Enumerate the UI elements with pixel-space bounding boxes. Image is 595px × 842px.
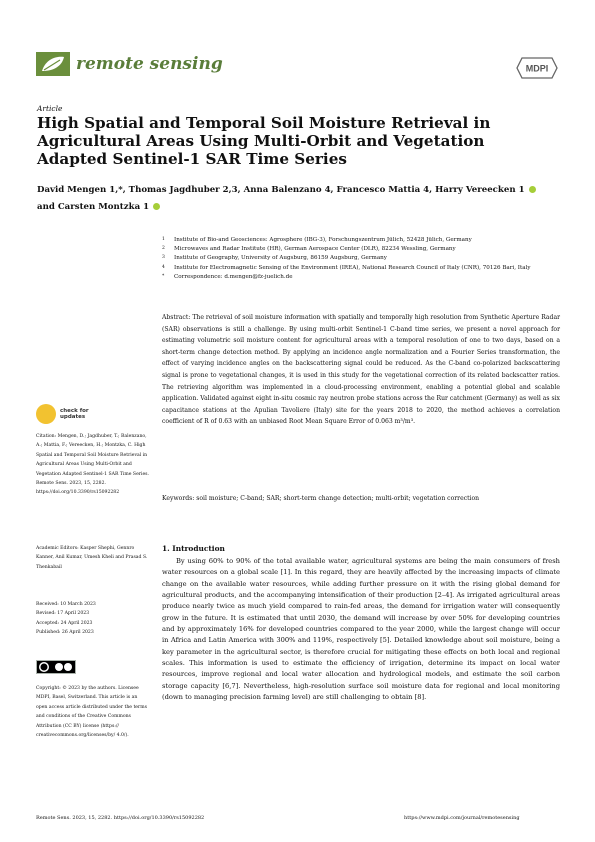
footer-citation[interactable]: Remote Sens. 2023, 15, 2282. https://doi.org/10.3390/rs15092282 bbox=[36, 815, 205, 821]
footer-journal-url[interactable]: https://www.mdpi.com/journal/remotesensing bbox=[404, 815, 520, 821]
affiliation-item: 4 Institute for Electromagnetic Sensing of the Environment (IREA), National Research Council of Italy (CNR), 70126 Bari, Italy bbox=[162, 264, 531, 271]
leaf-logo-icon bbox=[36, 52, 70, 76]
academic-editors: Academic Editors: Kasper Shephi, Gennro Kanner, Anil Kumar, Umesh Kheli and Prasad S. Thenkabail bbox=[36, 546, 148, 570]
orcid-icon[interactable] bbox=[529, 186, 536, 193]
affiliation-item: 3 Institute of Geography, University of Augsburg, 86159 Augsburg, Germany bbox=[162, 255, 387, 262]
check-updates-label: check for updates bbox=[60, 408, 89, 420]
publisher-name: MDPI bbox=[525, 63, 549, 74]
journal-logo bbox=[36, 52, 236, 78]
date-published: Published: 26 April 2023 bbox=[36, 630, 94, 636]
affiliation-item: 1 Institute of Bio-and Geosciences: Agrosphere (IBG-3), Forschungszentrum Jülich, 52428 Jülich, Germany bbox=[162, 237, 472, 243]
author-line-1: David Mengen 1,*, Thomas Jagdhuber 2,3, Anna Balenzano 4, Francesco Mattia 4, Harry Vereecken 1 bbox=[37, 182, 557, 199]
affiliation-item: 2 Microwaves and Radar Institute (HR), German Aerospace Center (DLR), 82234 Wessling, Germany bbox=[162, 246, 456, 253]
date-accepted: Accepted: 24 April 2023 bbox=[36, 620, 93, 626]
citation: Citation: Mengen, D.; Jagdhuber, T.; Balenzano, A.; Mattia, F.; Vereecken, H.; Montzka, C. High Spatial and Temporal Soil Moisture Retrieval in Agricultural Areas Using Multi-Orbit and Vegetation Adapted Sentinel-1 SAR Time Series. Remote Sens. 2023, 15, 2282. https://doi.org/10.3390/rs15092282 bbox=[36, 434, 149, 496]
abstract: Abstract: The retrieval of soil moisture information with spatially and temporally high resolution from Synthetic Aperture Radar (SAR) observations is still a challenge. By using multi-orbit Sentinel-1 C-band time series, we present a novel approach for estimating volumetric soil moisture content for agricultural areas with a temporal resolution of one to two days, based on a short-term change detection method. By applying an incidence angle normalization and a Fourier Series transformation, the effect of varying incidence angles on the backscattering signal could be reduced. As the C-band co-polarized backscattering signal is prone to vegetational changes, it is used in this study for the vegetational correction of its related backscatter ratios. The retrieving algorithm was implemented in a cloud-processing environment, enabling a potential global and scalable application. Validated against eight in-situ cosmic ray neutron probe stations across the Rur catchment (Germany) as well as six capacitance stations at the Apulian Tavoliere (Italy) site for the years 2018 to 2020, the method achieves a correlation coefficient of R of 0.63 with an unbiased Root Mean Square Error of 0.063 m³/m³. bbox=[162, 314, 560, 426]
journal-name: remote sensing bbox=[76, 54, 223, 74]
author-line-2: and Carsten Montzka 1 bbox=[37, 199, 557, 216]
date-received: Received: 10 March 2023 bbox=[36, 602, 96, 607]
paper-title: High Spatial and Temporal Soil Moisture Retrieval in Agricultural Areas Using Multi-Orbit and Vegetation Adapted Sentinel-1 SAR Time Series bbox=[37, 114, 491, 168]
check-for-updates-badge[interactable] bbox=[36, 404, 96, 426]
mdpi-logo-icon bbox=[516, 56, 558, 80]
article-type: Article bbox=[37, 104, 63, 113]
correspondence: * Correspondence: d.mengen@fz-juelich.de bbox=[162, 273, 293, 280]
section-title: 1. Introduction bbox=[162, 544, 225, 553]
orcid-icon[interactable] bbox=[153, 203, 160, 210]
introduction-paragraph: By using 60% to 90% of the total available water, agricultural systems are being the main consumers of fresh water resources on a global scale [1]. In this regard, they are heavily affected by the increasing impacts of climate change on the available water resources, while adding further pressure on it with the rising global demand for agricultural products, and the accompanying intensification of their production [2–4]. As irrigated agricultural areas produce nearly twice as much yield compared to rain-fed areas, the demand for irrigation water will consequently grow in the future. It is estimated that until 2030, the demand will increase by over 50% for developing countries and by approximately 16% for developed countries compared to the year 2000, while the largest change will occur in Africa and Latin America with 300% and 119%, respectively [5]. Detailed knowledge about soil moisture, being a key parameter in the agricultural sector, is therefore crucial for mitigating these effects on both local and regional scales. This information is used to estimate the efficiency of irrigation, determine its impact on local water resources, improve regional and local water allocation and hydrological models, and estimate the soil carbon storage capacity [6,7]. Nevertheless, high-resolution surface soil moisture data for regional and local monitoring (down to managing precision farming level) are still challenging to obtain [8]. bbox=[162, 557, 560, 702]
copyright: Copyright: © 2023 by the authors. Licensee MDPI, Basel, Switzerland. This article is an open access article distributed under the terms and conditions of the Creative Commons Attribution (CC BY) license (https:// creativecommons.org/licenses/by/ 4.0/). bbox=[36, 686, 147, 739]
date-revised: Revised: 17 April 2023 bbox=[36, 611, 90, 617]
publication-dates bbox=[36, 600, 150, 638]
affiliation-list bbox=[162, 236, 562, 282]
cc-by-license-icon[interactable] bbox=[36, 660, 76, 674]
author-list bbox=[37, 182, 557, 216]
check-updates-icon bbox=[36, 404, 56, 424]
keywords: Keywords: soil moisture; C-band; SAR; short-term change detection; multi-orbit; vegetation correction bbox=[162, 495, 480, 502]
